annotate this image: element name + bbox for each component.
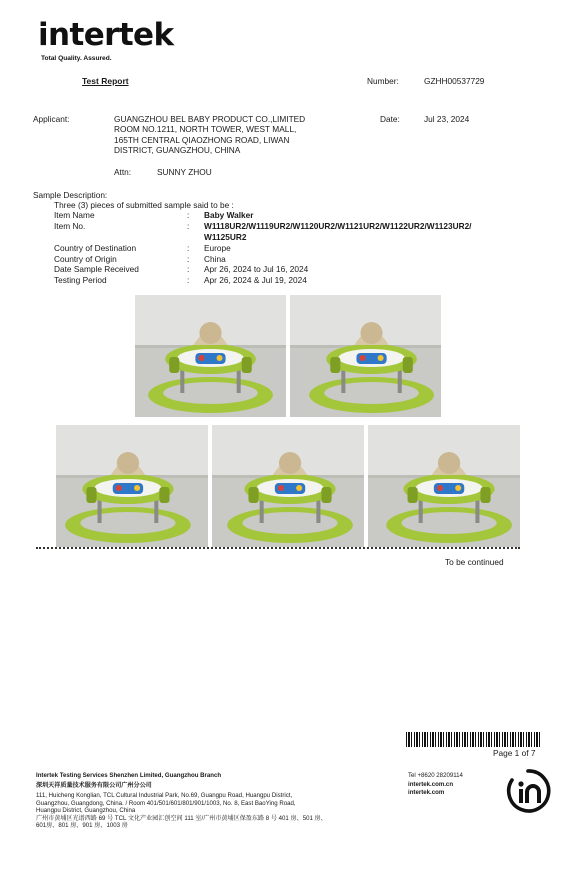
field-separator: : — [187, 275, 190, 285]
report-title: Test Report — [82, 76, 129, 86]
footer-address-line: Guangzhou, Guangdong, China. / Room 401/501/601/801/901/1003, No. 8, East BaoYing Road, — [36, 799, 296, 807]
sample-photo-4 — [212, 425, 364, 547]
field-separator: : — [187, 210, 190, 220]
field-label-date-received: Date Sample Received — [54, 264, 139, 274]
sample-photo-2 — [290, 295, 441, 417]
applicant-line: GUANGZHOU BEL BABY PRODUCT CO.,LIMITED — [114, 114, 306, 124]
number-label: Number: — [367, 76, 399, 86]
attn-value: SUNNY ZHOU — [157, 167, 212, 177]
sample-heading: Sample Description: — [33, 190, 108, 200]
page-number: Page 1 of 7 — [493, 748, 536, 758]
logo-tagline: Total Quality. Assured. — [41, 55, 112, 62]
footer-address-line: Huangpu District, Guangzhou, China — [36, 807, 136, 815]
field-separator: : — [187, 221, 190, 231]
applicant-label: Applicant: — [33, 114, 70, 124]
attn-label: Attn: — [114, 167, 132, 177]
sample-photo-5 — [368, 425, 520, 547]
field-label-destination: Country of Destination — [54, 243, 137, 253]
field-value-item-no: W1118UR2/W1119UR2/W1120UR2/W1121UR2/W1122UR2/W1123UR2/ — [204, 221, 472, 231]
sample-photo-3 — [56, 425, 208, 547]
footer-address-cn-line: 601房、801 房、901 房、1003 房 — [36, 822, 128, 830]
field-label-item-no: Item No. — [54, 221, 86, 231]
number-value: GZHH00537729 — [424, 76, 485, 86]
field-value-date-received: Apr 26, 2024 to Jul 16, 2024 — [204, 264, 309, 274]
field-value-testing-period: Apr 26, 2024 & Jul 19, 2024 — [204, 275, 307, 285]
footer-web: intertek.com — [408, 789, 445, 796]
field-value-destination: Europe — [204, 243, 231, 253]
field-value-origin: China — [204, 254, 226, 264]
sample-intro: Three (3) pieces of submitted sample said to be : — [54, 200, 234, 210]
intertek-logo: intertek — [38, 17, 174, 53]
applicant-line: ROOM NO.1211, NORTH TOWER, WEST MALL, — [114, 124, 297, 135]
intertek-seal-icon — [505, 768, 551, 814]
field-value-item-no-cont: W1125UR2 — [204, 232, 247, 242]
footer-web-cn: intertek.com.cn — [408, 781, 454, 788]
footer-tel: Tel +8620 28209114 — [408, 772, 463, 779]
footer-address — [36, 792, 327, 830]
field-separator: : — [187, 254, 190, 264]
applicant-address — [114, 114, 305, 156]
field-label-origin: Country of Origin — [54, 254, 117, 264]
field-separator: : — [187, 243, 190, 253]
date-value: Jul 23, 2024 — [424, 114, 470, 124]
field-value-item-name: Baby Walker — [204, 210, 254, 220]
barcode — [406, 732, 542, 747]
field-label-testing-period: Testing Period — [54, 275, 107, 285]
applicant-line: DISTRICT, GUANGZHOU, CHINA — [114, 145, 241, 156]
date-label: Date: — [380, 114, 400, 124]
dotted-divider — [36, 547, 520, 551]
field-separator: : — [187, 264, 190, 274]
footer-company-cn: 深圳天祥质量技术服务有限公司广州分公司 — [36, 782, 152, 789]
applicant-line: 165TH CENTRAL QIAOZHONG ROAD, LIWAN — [114, 134, 290, 145]
sample-photo-1 — [135, 295, 286, 417]
footer-address-cn-line: 广州市黄埔区光谱西路 69 号 TCL 文化产业园汇创空间 111 室/广州市黄埔区保盈东路 8 号 401 房、501 房、 — [36, 814, 327, 822]
field-label-item-name: Item Name — [54, 210, 95, 220]
to-be-continued: To be continued — [445, 557, 504, 567]
footer-address-line: 111, Huicheng Konglian, TCL Cultural Industrial Park, No.69, Guangpu Road, Huangpu District, — [36, 792, 293, 799]
footer-company: Intertek Testing Services Shenzhen Limited, Guangzhou Branch — [36, 772, 222, 779]
